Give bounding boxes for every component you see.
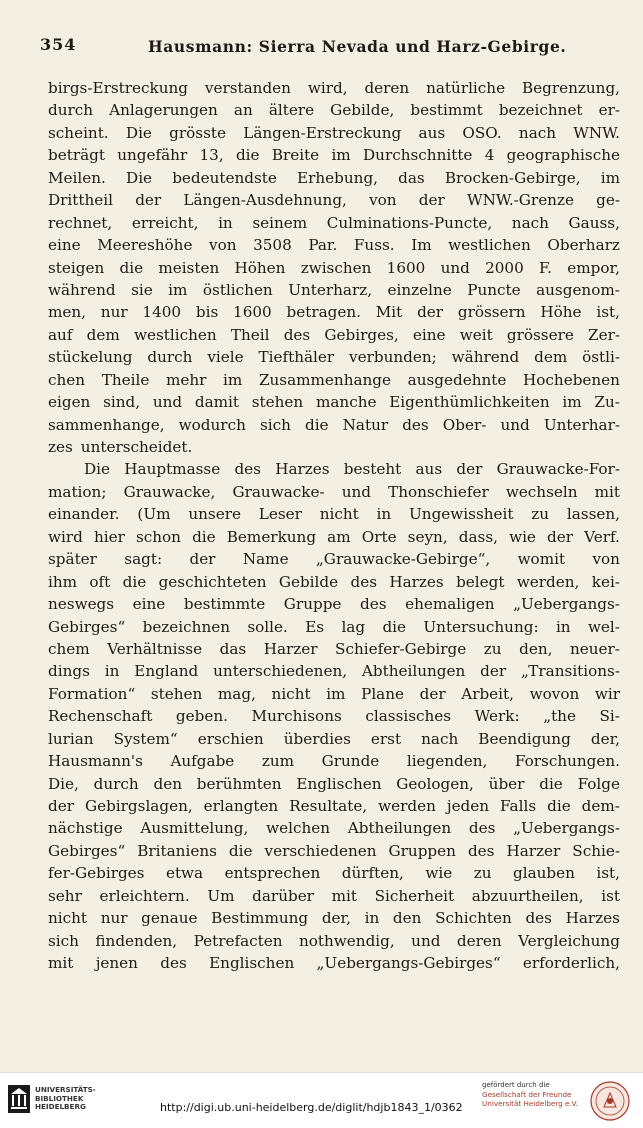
body-text xyxy=(48,77,620,975)
page-number: 354 xyxy=(40,35,77,54)
text-line: auf dem westlichen Theil des Gebirges, eine weit grössere Zer- xyxy=(48,325,620,344)
footer-bar xyxy=(0,1072,643,1128)
text-line: Gebirges“ bezeichnen solle. Es lag die Untersuchung: in wel- xyxy=(48,617,620,636)
text-line: sich findenden, Petrefacten nothwendig, und deren Vergleichung xyxy=(48,931,620,950)
text-line: eine Meereshöhe von 3508 Par. Fuss. Im westlichen Oberharz xyxy=(48,236,620,255)
library-building-icon xyxy=(8,1085,30,1113)
text-line: eigen sind, und damit stehen manche Eigenthümlichkeiten im Zu- xyxy=(48,393,620,412)
text-line: rechnet, erreicht, in seinem Culminations-Puncte, nach Gauss, xyxy=(48,213,620,232)
text-line: einander. (Um unsere Leser nicht in Ungewissheit zu lassen, xyxy=(48,505,620,524)
text-line: neswegs eine bestimmte Gruppe des ehemaligen „Uebergangs- xyxy=(48,595,620,614)
text-line: ihm oft die geschichteten Gebilde des Harzes belegt werden, kei- xyxy=(48,572,620,591)
text-line: sehr erleichtern. Um darüber mit Sicherheit abzuurtheilen, ist xyxy=(48,886,620,905)
text-line: birgs-Erstreckung verstanden wird, deren natürliche Begrenzung, xyxy=(48,79,620,97)
text-line: Gebirges“ Britaniens die verschiedenen Gruppen des Harzer Schie- xyxy=(48,841,620,860)
library-logo[interactable] xyxy=(8,1085,96,1113)
text-line: Die Hauptmasse des Harzes besteht aus der Grauwacke-For- xyxy=(84,460,620,479)
text-line: nächstige Ausmittelung, welchen Abtheilungen des „Uebergangs- xyxy=(48,819,620,838)
sponsor-note: gefördert durch die Gesellschaft der Freunde Universität Heidelberg e.V. xyxy=(482,1081,578,1108)
text-line: beträgt ungefähr 13, die Breite im Durchschnitte 4 geographische xyxy=(48,146,620,165)
text-line: zes unterscheidet. xyxy=(48,438,193,456)
page-header xyxy=(40,35,625,61)
text-line: chen Theile mehr im Zusammenhange ausgedehnte Hochebenen xyxy=(48,370,620,389)
text-line: mit jenen des Englischen „Uebergangs-Gebirges“ erforderlich, xyxy=(48,954,620,973)
text-line: fer-Gebirges etwa entsprechen dürften, wie zu glauben ist, xyxy=(48,864,620,883)
text-line: men, nur 1400 bis 1600 betragen. Mit der grössern Höhe ist, xyxy=(48,303,620,322)
digitization-url-link[interactable]: http://digi.ub.uni-heidelberg.de/diglit/hdjb1843_1/0362 xyxy=(160,1101,463,1114)
text-line: mation; Grauwacke, Grauwacke- und Thonschiefer wechseln mit xyxy=(48,482,620,501)
text-line: Die, durch den berühmten Englischen Geologen, über die Folge xyxy=(48,774,620,793)
text-line: später sagt: der Name „Grauwacke-Gebirge“, womit von xyxy=(48,550,620,569)
text-line: Hausmann's Aufgabe zum Grunde liegenden, Forschungen. xyxy=(48,752,620,771)
text-line: sammenhange, wodurch sich die Natur des Ober- und Unterhar- xyxy=(48,415,620,434)
text-line: chem Verhältnisse das Harzer Schiefer-Gebirge zu den, neuer- xyxy=(48,639,620,658)
text-line: Drittheil der Längen-Ausdehnung, von der WNW.-Grenze ge- xyxy=(48,191,620,210)
text-line: während sie im östlichen Unterharz, einzelne Puncte ausgenom- xyxy=(48,280,620,299)
text-line: wird hier schon die Bemerkung am Orte seyn, dass, wie der Verf. xyxy=(48,527,620,546)
running-title: Hausmann: Sierra Nevada und Harz-Gebirge. xyxy=(148,37,567,56)
library-name: UNIVERSITÄTS- BIBLIOTHEK HEIDELBERG xyxy=(35,1085,96,1112)
text-line: Meilen. Die bedeutendste Erhebung, das Brocken-Gebirge, im xyxy=(48,168,620,187)
text-line: lurian System“ erschien überdies erst nach Beendigung der, xyxy=(48,729,620,748)
text-line: durch Anlagerungen an ältere Gebilde, bestimmt bezeichnet er- xyxy=(48,101,620,120)
text-line: stückelung durch viele Tiefthäler verbunden; während dem östli- xyxy=(48,348,620,367)
text-line: Formation“ stehen mag, nicht im Plane der Arbeit, wovon wir xyxy=(48,684,620,703)
text-line: der Gebirgslagen, erlangten Resultate, werden jeden Falls die dem- xyxy=(48,797,620,815)
university-seal-icon xyxy=(590,1081,630,1121)
text-line: dings in England unterschiedenen, Abtheilungen der „Transitions- xyxy=(48,662,620,681)
text-line: scheint. Die grösste Längen-Erstreckung aus OSO. nach WNW. xyxy=(48,123,620,142)
text-line: steigen die meisten Höhen zwischen 1600 und 2000 F. empor, xyxy=(48,258,620,277)
text-line: nicht nur genaue Bestimmung der, in den Schichten des Harzes xyxy=(48,909,620,928)
text-line: Rechenschaft geben. Murchisons classisches Werk: „the Si- xyxy=(48,707,620,726)
